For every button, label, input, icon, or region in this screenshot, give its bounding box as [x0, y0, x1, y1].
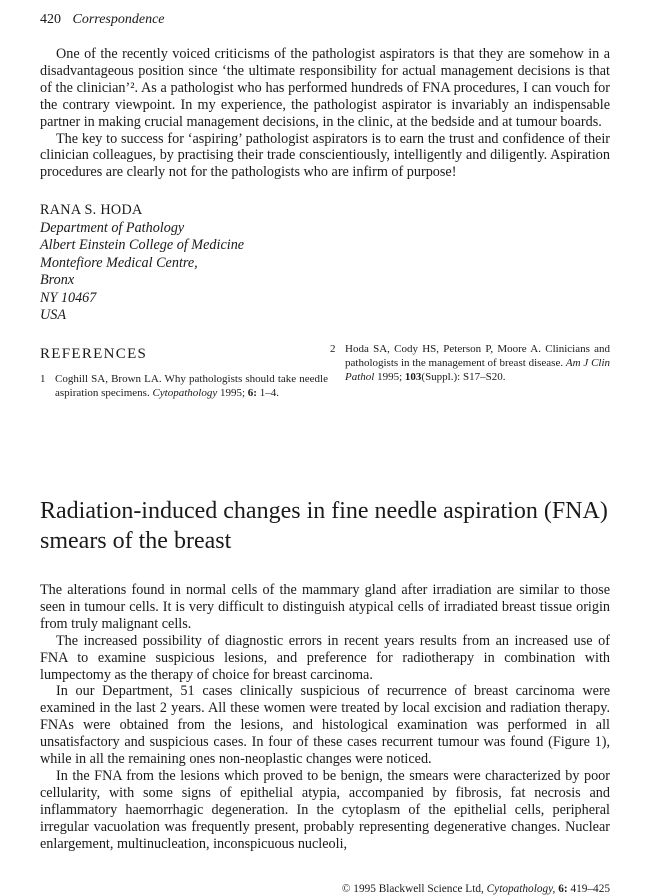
- reference-year: 1995;: [377, 370, 403, 383]
- article-body: [40, 582, 610, 853]
- letter-paragraph: The key to success for ‘aspiring’ pathologist aspirators is to earn the trust and confidence of their clinician colleagues, by practising their trade conscientiously, intelligently and diligently. Aspiration procedures are clearly not for the pathologists who are infirm of purpose!: [40, 130, 610, 181]
- reference-authors: Hoda SA, Cody HS, Peterson P, Moore A. Clinicians and pathologists in the management of breast disease.: [345, 342, 610, 369]
- letter-paragraph: One of the recently voiced criticisms of the pathologist aspirators is that they are somehow in a disadvantageous position since ‘the ultimate responsibility for actual management decisions is that of the clinician’². As a pathologist who has performed hundreds of FNA procedures, I can vouch for the contrary viewpoint. In my experience, the pathologist aspirator is invariably an indispensable partner in making crucial management decisions, in the clinic, at the bedside and at tumour boards.: [40, 46, 610, 130]
- reference-volume: 6:: [247, 386, 257, 399]
- reference-journal: Am J Clin Pathol: [345, 356, 611, 383]
- footer-volume: 6:: [558, 883, 568, 895]
- references-right-column: [330, 342, 610, 400]
- affiliation-line: USA: [40, 307, 67, 324]
- reference-item: [40, 372, 328, 400]
- section-title: Correspondence: [72, 12, 165, 27]
- reference-pages: 1–4.: [259, 386, 279, 399]
- reference-number: 2: [330, 342, 336, 355]
- article-paragraph: The increased possibility of diagnostic errors in recent years results from an increased use of FNA to examine suspicious lesions, and preference for radiotherapy in combination with lumpectomy as the therapy of choice for breast carcinoma.: [40, 632, 610, 683]
- affiliation-line: NY 10467: [40, 289, 97, 306]
- references-left-column: [40, 342, 328, 400]
- reference-text: [55, 372, 328, 400]
- footer-journal: Cytopathology,: [486, 883, 556, 895]
- reference-pages: (Suppl.): S17–S20.: [421, 370, 506, 383]
- page-number: 420: [40, 12, 61, 27]
- affiliation-line: Department of Pathology: [40, 219, 185, 236]
- reference-number: 1: [40, 372, 46, 385]
- reference-item: [330, 342, 610, 384]
- article-paragraph: The alterations found in normal cells of the mammary gland after irradiation are similar to those seen in tumour cells. It is very difficult to distinguish atypical cells of irradiated breast tissue origin from truly malignant cells.: [40, 582, 610, 632]
- references-section: [40, 342, 610, 400]
- reference-text: [345, 342, 610, 384]
- footer-pages: 419–425: [570, 883, 610, 895]
- article-paragraph: In our Department, 51 cases clinically suspicious of recurrence of breast carcinoma were examined in the last 2 years. All these women were treated by local excision and radiation therapy. FNAs were obtained from the lesions, and histological examination was performed in all unsatisfactory and suspicious cases. In four of these cases recurrent tumour was found (Figure 1), while in all the remaining ones non-neoplastic changes were noticed.: [40, 683, 610, 768]
- footer-copyright: © 1995 Blackwell Science Ltd,: [341, 883, 484, 895]
- running-head: [40, 10, 610, 30]
- affiliation-line: Bronx: [40, 272, 75, 289]
- reference-year: 1995;: [219, 386, 246, 399]
- letter-body: [40, 46, 610, 181]
- reference-volume: 103: [404, 370, 422, 383]
- page-footer: [40, 882, 610, 896]
- references-heading: REFERENCES: [40, 345, 148, 362]
- affiliation-line: Montefiore Medical Centre,: [40, 254, 198, 271]
- page: [40, 10, 611, 895]
- reference-journal: Cytopathology: [152, 386, 218, 399]
- article-title: Radiation-induced changes in fine needle aspiration (FNA) smears of the breast: [40, 498, 608, 554]
- article-paragraph: In the FNA from the lesions which proved to be benign, the smears were characterized by poor cellularity, with some signs of epithelial atypia, accompanied by fibrosis, fat necrosis and inflammatory haemorrhagic degeneration. In the cytoplasm of the epithelial cells, peripheral irregular vacuolation was frequently present, probably representing degenerative changes. Nuclear enlargement, multinucleation, inconspicuous nucleoli,: [40, 767, 610, 852]
- author-name: RANA S. HODA: [40, 202, 143, 219]
- signature-block: [40, 202, 610, 325]
- affiliation-line: Albert Einstein College of Medicine: [40, 237, 245, 254]
- reference-authors: Coghill SA, Brown LA. Why pathologists should take needle aspiration specimens.: [55, 372, 328, 399]
